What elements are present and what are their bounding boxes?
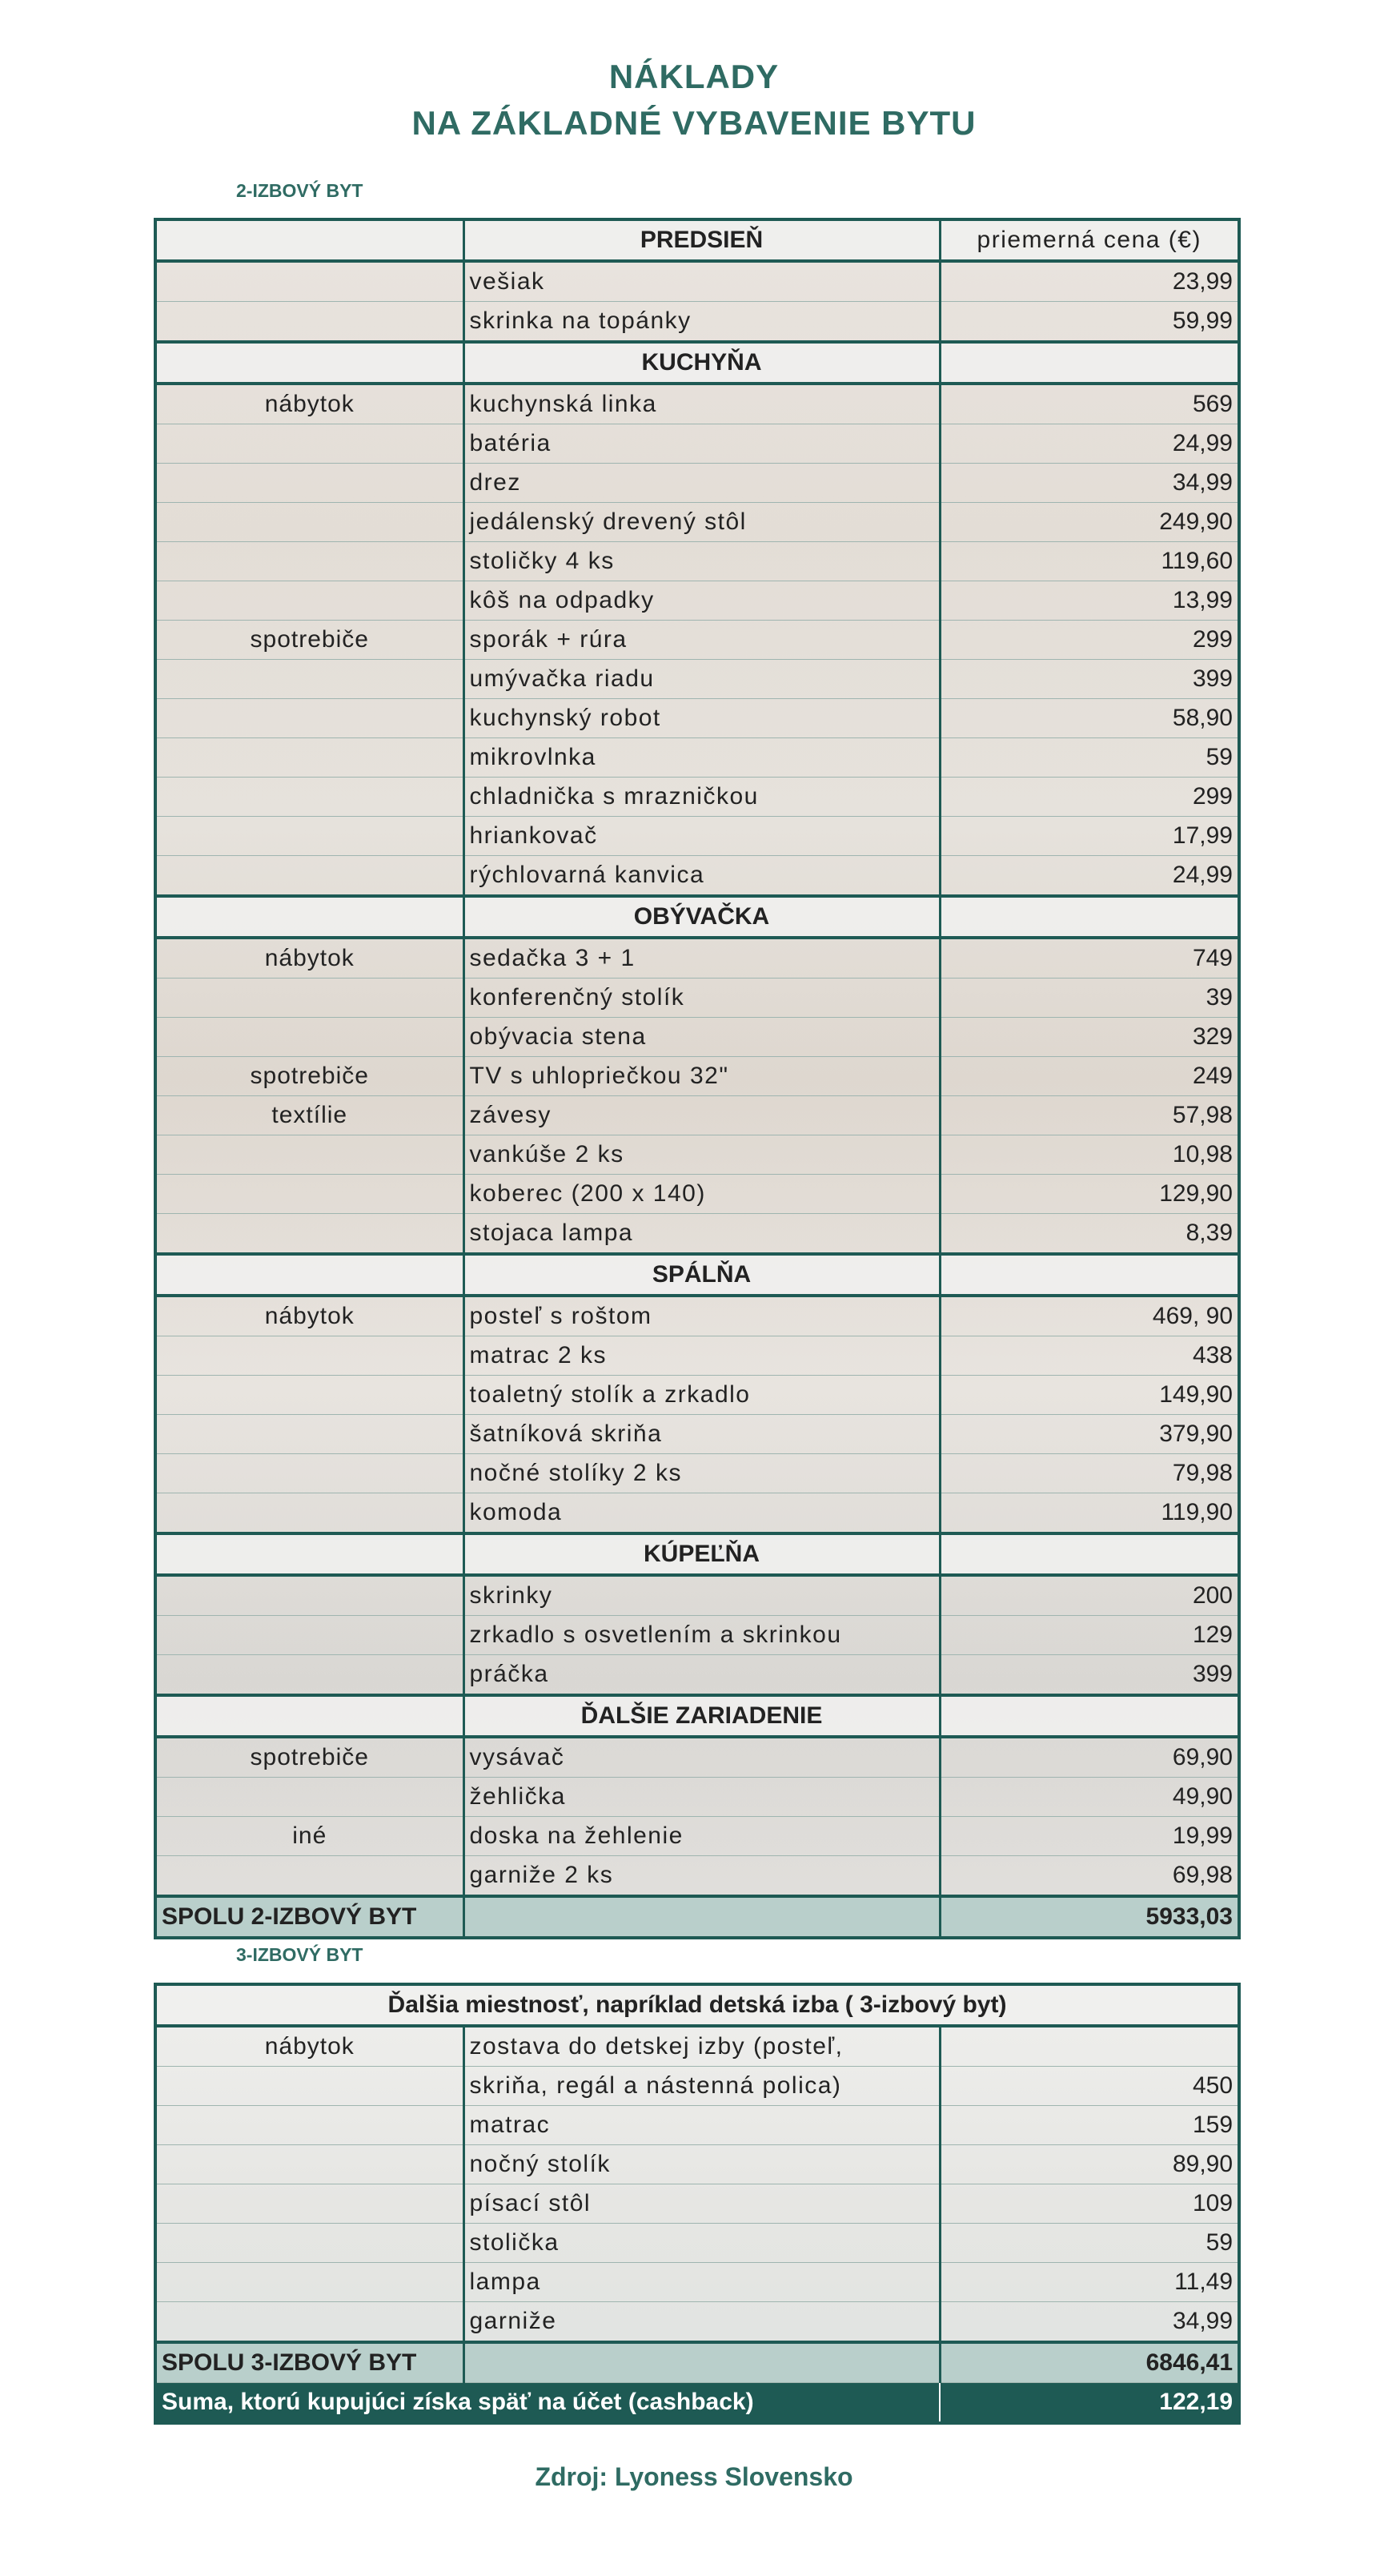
category-cell (155, 1376, 463, 1415)
item-cell: kuchynská linka (463, 384, 940, 424)
price-cell: 149,90 (940, 1376, 1239, 1415)
price-cell: 39 (940, 979, 1239, 1018)
category-cell (155, 424, 463, 464)
price-cell: 450 (940, 2067, 1239, 2106)
section-name: PREDSIEŇ (463, 219, 940, 261)
item-cell: práčka (463, 1655, 940, 1696)
category-cell (155, 738, 463, 778)
price-cell (940, 2026, 1239, 2067)
price-cell: 129,90 (940, 1175, 1239, 1214)
item-cell: sedačka 3 + 1 (463, 938, 940, 979)
price-cell: 109 (940, 2184, 1239, 2224)
table-row (155, 542, 1239, 581)
section-spacer (155, 896, 463, 938)
source-note: Zdroj: Lyoness Slovensko (535, 2462, 853, 2491)
section-name: SPÁLŇA (463, 1254, 940, 1296)
total-spacer (463, 2342, 940, 2383)
price-cell: 379,90 (940, 1415, 1239, 1454)
item-cell: stojaca lampa (463, 1214, 940, 1255)
table-row (155, 1214, 1239, 1255)
page-title-line2: NA ZÁKLADNÉ VYBAVENIE BYTU (411, 104, 977, 142)
item-cell: zostava do detskej izby (posteľ, (463, 2026, 940, 2067)
price-cell: 57,98 (940, 1096, 1239, 1135)
item-cell: mikrovlnka (463, 738, 940, 778)
item-cell: skriňa, regál a nástenná polica) (463, 2067, 940, 2106)
price-cell: 8,39 (940, 1214, 1239, 1255)
price-cell: 49,90 (940, 1778, 1239, 1817)
table-row (155, 464, 1239, 503)
table-row (155, 384, 1239, 424)
item-cell: chladnička s mrazničkou (463, 778, 940, 817)
price-cell: 89,90 (940, 2145, 1239, 2184)
flat3-header-row (155, 1984, 1239, 2026)
section-name: KÚPEĽŇA (463, 1533, 940, 1575)
item-cell: posteľ s roštom (463, 1296, 940, 1336)
table-row (155, 699, 1239, 738)
category-cell (155, 1415, 463, 1454)
item-cell: matrac (463, 2106, 940, 2145)
price-cell: 399 (940, 1655, 1239, 1696)
item-cell: garniže 2 ks (463, 1856, 940, 1897)
item-cell: kuchynský robot (463, 699, 940, 738)
category-cell: nábytok (155, 1296, 463, 1336)
item-cell: doska na žehlenie (463, 1817, 940, 1856)
page-title-line1: NÁKLADY (608, 58, 780, 95)
table-row (155, 1336, 1239, 1376)
flat3-total-row (155, 2342, 1239, 2383)
table-row (155, 660, 1239, 699)
category-cell (155, 503, 463, 542)
category-cell (155, 660, 463, 699)
category-cell: nábytok (155, 384, 463, 424)
category-cell (155, 1214, 463, 1255)
category-cell (155, 2145, 463, 2184)
section-name: ĎALŠIE ZARIADENIE (463, 1695, 940, 1737)
price-cell: 24,99 (940, 856, 1239, 897)
price-cell: 569 (940, 384, 1239, 424)
price-cell: 438 (940, 1336, 1239, 1376)
section-header-row (155, 1254, 1239, 1296)
item-cell: zrkadlo s osvetlením a skrinkou (463, 1616, 940, 1655)
table-row (155, 979, 1239, 1018)
section-spacer (155, 1254, 463, 1296)
total-spacer (463, 1896, 940, 1938)
price-cell: 399 (940, 660, 1239, 699)
category-cell (155, 817, 463, 856)
table-row (155, 581, 1239, 621)
price-cell: 24,99 (940, 424, 1239, 464)
item-cell: skrinky (463, 1575, 940, 1616)
table-row (155, 1616, 1239, 1655)
price-cell: 34,99 (940, 464, 1239, 503)
item-cell: písací stôl (463, 2184, 940, 2224)
item-cell: nočné stolíky 2 ks (463, 1454, 940, 1493)
category-cell (155, 979, 463, 1018)
flat2-total-row (155, 1896, 1239, 1938)
price-cell: 79,98 (940, 1454, 1239, 1493)
price-cell: 200 (940, 1575, 1239, 1616)
total-value: 5933,03 (940, 1896, 1239, 1938)
price-cell: 249 (940, 1057, 1239, 1096)
category-cell: nábytok (155, 938, 463, 979)
flat3-header: Ďalšia miestnosť, napríklad detská izba ( 3-izbový byt) (155, 1984, 1239, 2026)
section-header-row (155, 342, 1239, 384)
table-row (155, 2026, 1239, 2067)
category-cell (155, 261, 463, 302)
flat2-cost-table (154, 218, 1241, 1939)
price-cell: 119,60 (940, 542, 1239, 581)
price-cell: 58,90 (940, 699, 1239, 738)
item-cell: závesy (463, 1096, 940, 1135)
category-cell (155, 2263, 463, 2302)
table-row (155, 1135, 1239, 1175)
table-row (155, 1175, 1239, 1214)
item-cell: vankúše 2 ks (463, 1135, 940, 1175)
section-spacer (940, 1254, 1239, 1296)
table-row (155, 2224, 1239, 2263)
category-cell (155, 1454, 463, 1493)
section-name: KUCHYŇA (463, 342, 940, 384)
category-cell (155, 1778, 463, 1817)
price-cell: 59 (940, 738, 1239, 778)
section-name: OBÝVAČKA (463, 896, 940, 938)
price-cell: 10,98 (940, 1135, 1239, 1175)
item-cell: vysávač (463, 1737, 940, 1778)
category-cell (155, 2302, 463, 2343)
category-cell (155, 856, 463, 897)
price-cell: 69,98 (940, 1856, 1239, 1897)
price-cell: 59 (940, 2224, 1239, 2263)
category-cell (155, 542, 463, 581)
table-row (155, 1856, 1239, 1897)
category-cell (155, 778, 463, 817)
cashback-label: Suma, ktorú kupujúci získa späť na účet (cashback) (155, 2383, 940, 2424)
table-row (155, 1575, 1239, 1616)
category-cell (155, 464, 463, 503)
category-cell: spotrebiče (155, 1057, 463, 1096)
table-row (155, 2302, 1239, 2343)
section-header-row (155, 1695, 1239, 1737)
category-cell: spotrebiče (155, 1737, 463, 1778)
category-cell (155, 2067, 463, 2106)
flat3-cost-table (154, 1983, 1241, 2425)
price-cell: 34,99 (940, 2302, 1239, 2343)
category-cell (155, 2224, 463, 2263)
section-spacer (155, 1533, 463, 1575)
total-label: SPOLU 2-IZBOVÝ BYT (155, 1896, 463, 1938)
item-cell: jedálenský drevený stôl (463, 503, 940, 542)
item-cell: hriankovač (463, 817, 940, 856)
category-cell: iné (155, 1817, 463, 1856)
table-row (155, 2145, 1239, 2184)
category-cell (155, 1856, 463, 1897)
total-value: 6846,41 (940, 2342, 1239, 2383)
price-cell: 69,90 (940, 1737, 1239, 1778)
category-cell (155, 1575, 463, 1616)
table-row (155, 1817, 1239, 1856)
item-cell: komoda (463, 1493, 940, 1534)
table-row (155, 621, 1239, 660)
price-cell: 129 (940, 1616, 1239, 1655)
item-cell: drez (463, 464, 940, 503)
section-header-row (155, 896, 1239, 938)
table-row (155, 1376, 1239, 1415)
table-row (155, 2263, 1239, 2302)
item-cell: matrac 2 ks (463, 1336, 940, 1376)
item-cell: rýchlovarná kanvica (463, 856, 940, 897)
price-cell: 249,90 (940, 503, 1239, 542)
item-cell: nočný stolík (463, 2145, 940, 2184)
category-cell (155, 1493, 463, 1534)
table-row (155, 856, 1239, 897)
section-spacer (940, 342, 1239, 384)
table-row (155, 1493, 1239, 1534)
table-row (155, 261, 1239, 302)
item-cell: garniže (463, 2302, 940, 2343)
category-cell (155, 302, 463, 343)
price-cell: 17,99 (940, 817, 1239, 856)
table-row (155, 2067, 1239, 2106)
table-row (155, 2184, 1239, 2224)
item-cell: skrinka na topánky (463, 302, 940, 343)
price-cell: 13,99 (940, 581, 1239, 621)
price-cell: 469, 90 (940, 1296, 1239, 1336)
table-row (155, 424, 1239, 464)
category-cell (155, 1655, 463, 1696)
item-cell: vešiak (463, 261, 940, 302)
section-spacer (940, 896, 1239, 938)
category-cell (155, 2106, 463, 2145)
flat3-label: 3-IZBOVÝ BYT (236, 1944, 363, 1965)
table-row (155, 1096, 1239, 1135)
table-row (155, 2106, 1239, 2145)
price-cell: 749 (940, 938, 1239, 979)
price-cell: 299 (940, 621, 1239, 660)
price-cell: 159 (940, 2106, 1239, 2145)
category-cell (155, 1336, 463, 1376)
category-cell: spotrebiče (155, 621, 463, 660)
item-cell: obývacia stena (463, 1018, 940, 1057)
item-cell: koberec (200 x 140) (463, 1175, 940, 1214)
item-cell: stolička (463, 2224, 940, 2263)
item-cell: šatníková skriňa (463, 1415, 940, 1454)
table-row (155, 1057, 1239, 1096)
table-row (155, 503, 1239, 542)
section-spacer (155, 1695, 463, 1737)
price-cell: 119,90 (940, 1493, 1239, 1534)
table-row (155, 1737, 1239, 1778)
flat2-label: 2-IZBOVÝ BYT (236, 180, 363, 201)
table-row (155, 1018, 1239, 1057)
price-cell: 329 (940, 1018, 1239, 1057)
category-cell (155, 1018, 463, 1057)
section-spacer (940, 1533, 1239, 1575)
price-cell: 19,99 (940, 1817, 1239, 1856)
table-row (155, 938, 1239, 979)
item-cell: TV s uhlopriečkou 32" (463, 1057, 940, 1096)
price-cell: 299 (940, 778, 1239, 817)
section-spacer (940, 1695, 1239, 1737)
cashback-row (155, 2383, 1239, 2424)
table-row (155, 817, 1239, 856)
item-cell: sporák + rúra (463, 621, 940, 660)
category-cell (155, 699, 463, 738)
item-cell: kôš na odpadky (463, 581, 940, 621)
total-label: SPOLU 3-IZBOVÝ BYT (155, 2342, 463, 2383)
category-cell (155, 581, 463, 621)
table-row (155, 738, 1239, 778)
section-spacer (155, 219, 463, 261)
item-cell: konferenčný stolík (463, 979, 940, 1018)
item-cell: lampa (463, 2263, 940, 2302)
table-row (155, 1778, 1239, 1817)
category-cell (155, 1616, 463, 1655)
cashback-value: 122,19 (940, 2383, 1239, 2424)
price-cell: 23,99 (940, 261, 1239, 302)
item-cell: batéria (463, 424, 940, 464)
table-row (155, 1454, 1239, 1493)
item-cell: umývačka riadu (463, 660, 940, 699)
table-row (155, 778, 1239, 817)
section-header-row (155, 219, 1239, 261)
category-cell: nábytok (155, 2026, 463, 2067)
section-header-row (155, 1533, 1239, 1575)
table-row (155, 1415, 1239, 1454)
category-cell: textílie (155, 1096, 463, 1135)
category-cell (155, 1175, 463, 1214)
price-cell: 59,99 (940, 302, 1239, 343)
section-spacer (155, 342, 463, 384)
price-column-header: priemerná cena (€) (940, 219, 1239, 261)
table-row (155, 1296, 1239, 1336)
item-cell: žehlička (463, 1778, 940, 1817)
table-row (155, 302, 1239, 343)
item-cell: toaletný stolík a zrkadlo (463, 1376, 940, 1415)
table-row (155, 1655, 1239, 1696)
category-cell (155, 1135, 463, 1175)
price-cell: 11,49 (940, 2263, 1239, 2302)
category-cell (155, 2184, 463, 2224)
item-cell: stoličky 4 ks (463, 542, 940, 581)
